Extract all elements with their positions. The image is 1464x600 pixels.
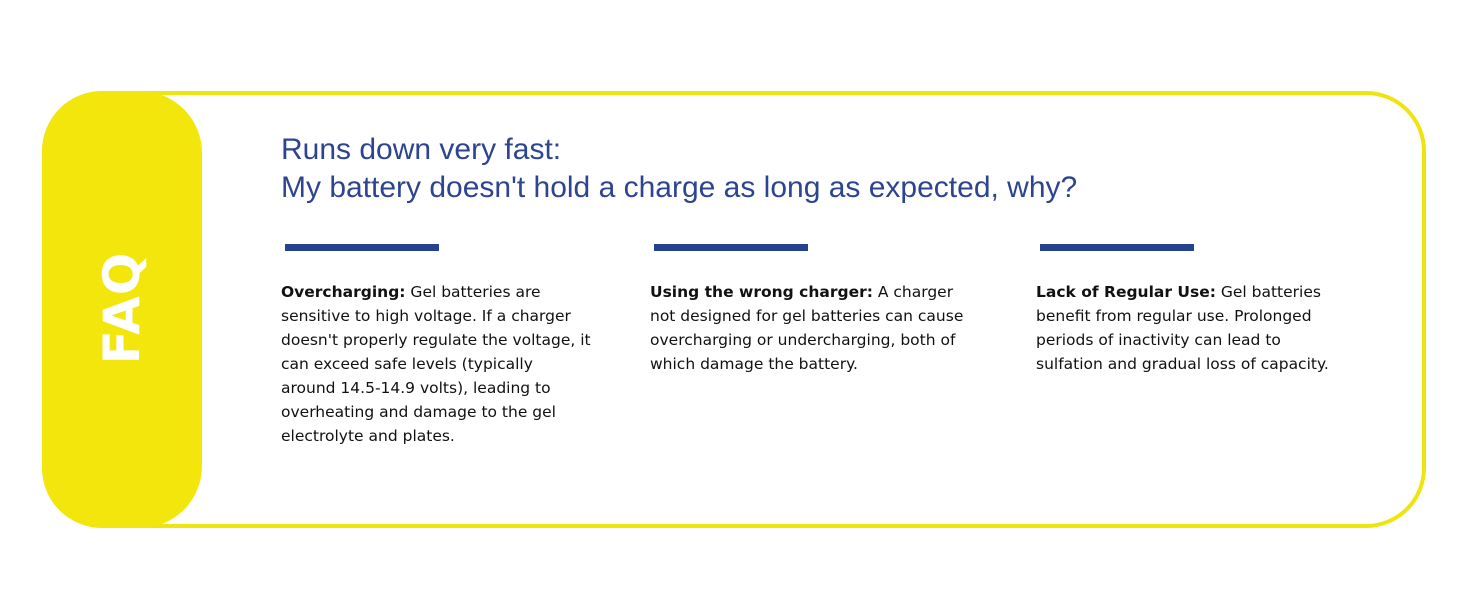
column-divider-bar	[1040, 244, 1194, 251]
column-text	[1036, 280, 1346, 376]
column-text	[650, 280, 980, 376]
page-title	[281, 131, 1381, 207]
faq-column-regular-use	[1036, 244, 1346, 376]
column-divider-bar	[285, 244, 439, 251]
column-heading: Overcharging:	[281, 283, 406, 301]
column-divider-bar	[654, 244, 808, 251]
column-body: Gel batteries are sensitive to high voltage. If a charger doesn't properly regulate the voltage, it can exceed safe levels (typically around 14.5-14.9 volts), leading to overheating and damage to the gel electrolyte and plates.	[281, 283, 591, 445]
column-text	[281, 280, 591, 448]
title-line-1: Runs down very fast:	[281, 133, 562, 166]
column-heading: Lack of Regular Use:	[1036, 283, 1216, 301]
faq-column-wrong-charger	[650, 244, 980, 376]
column-body: A charger not designed for gel batteries can cause overcharging or undercharging, both of which damage the battery.	[650, 283, 964, 373]
title-line-2: My battery doesn't hold a charge as long as expected, why?	[281, 171, 1078, 204]
faq-label: FAQ	[93, 251, 151, 365]
column-body: Gel batteries benefit from regular use. Prolonged periods of inactivity can lead to sulfation and gradual loss of capacity.	[1036, 283, 1329, 373]
column-heading: Using the wrong charger:	[650, 283, 873, 301]
faq-column-overcharging	[281, 244, 591, 448]
